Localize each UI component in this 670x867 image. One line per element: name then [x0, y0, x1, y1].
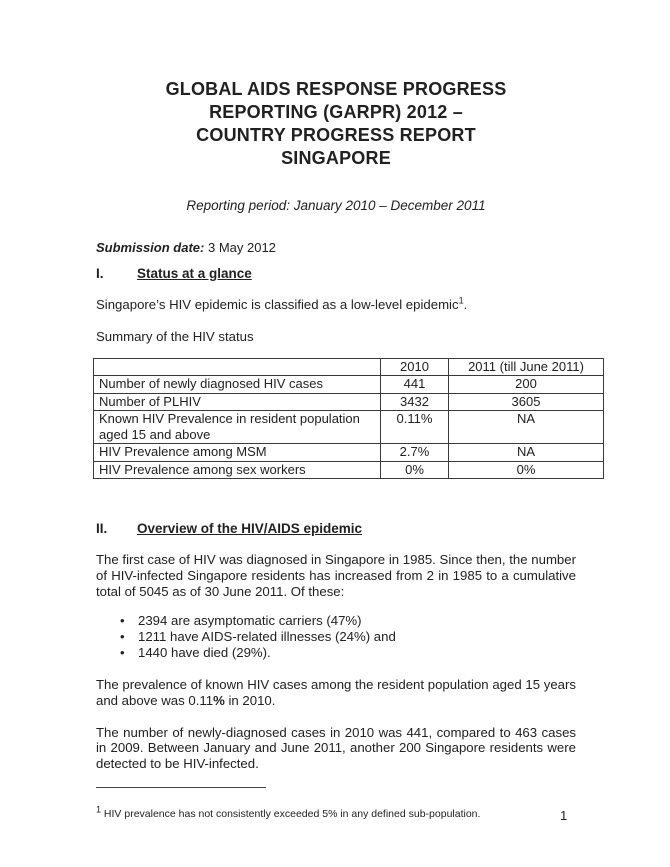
bullet-item: • 1440 have died (29%).: [138, 645, 576, 661]
row-value-2011: 200: [449, 376, 604, 394]
row-value-2010: 441: [381, 376, 449, 394]
table-row: [94, 393, 604, 411]
row-value-2011: NA: [449, 444, 604, 462]
row-value-2010: 3432: [381, 393, 449, 411]
statistics-bullet-list: [96, 613, 576, 661]
section-1-intro-text: Singapore’s HIV epidemic is classified as a low-level epidemic: [96, 297, 459, 312]
report-title-line-1: GLOBAL AIDS RESPONSE PROGRESS: [165, 79, 507, 99]
report-title-line-2: REPORTING (GARPR) 2012 –: [209, 102, 463, 122]
table-row: [94, 376, 604, 394]
submission-date-label: Submission date:: [96, 240, 205, 255]
table-row: [94, 444, 604, 462]
submission-date: [96, 240, 576, 255]
row-value-2010: 0%: [381, 461, 449, 479]
row-label: Known HIV Prevalence in resident population aged 15 and above: [94, 411, 381, 444]
row-value-2010: 0.11%: [381, 411, 449, 444]
section-2-paragraph-2: The prevalence of known HIV cases among the resident population aged 15 years and above was 0.11% in 2010.: [96, 677, 576, 708]
submission-date-value: 3 May 2012: [204, 240, 276, 255]
footnote-text: HIV prevalence has not consistently exceeded 5% in any defined sub-population.: [101, 807, 481, 820]
reporting-period: Reporting period: January 2010 – December 2011: [186, 198, 486, 213]
row-value-2011: 3605: [449, 393, 604, 411]
table-header-row: [94, 358, 604, 376]
row-value-2010: 2.7%: [381, 444, 449, 462]
table-row: [94, 411, 604, 444]
bullet-item: • 1211 have AIDS-related illnesses (24%) and: [138, 629, 576, 645]
row-label: HIV Prevalence among MSM: [94, 444, 381, 462]
section-2-paragraph-1: The first case of HIV was diagnosed in Singapore in 1985. Since then, the number of HIV-infected Singapore residents has increased from 2 in 1985 to a cumulative total of 5045 as of 30 June 2011. Of these:: [96, 552, 576, 599]
hiv-summary-table: [93, 358, 604, 480]
section-1-intro: Singapore’s HIV epidemic is classified as a low-level epidemic$^1$.: [96, 295, 468, 312]
report-title-line-3: COUNTRY PROGRESS REPORT: [196, 125, 476, 145]
section-2-number: II.: [96, 521, 108, 537]
header-cell-2011: 2011 (till June 2011): [449, 358, 604, 376]
section-2-heading: [96, 521, 576, 536]
row-label: Number of newly diagnosed HIV cases: [94, 376, 381, 394]
section-2-title: Overview of the HIV/AIDS epidemic: [137, 521, 363, 537]
section-1-number: I.: [96, 266, 104, 281]
report-title: [96, 78, 576, 170]
report-title-line-4: SINGAPORE: [281, 148, 391, 168]
summary-table-caption: Summary of the HIV status: [96, 328, 254, 344]
page-number: 1: [560, 808, 568, 823]
header-cell-blank: [94, 358, 381, 376]
table-row: [94, 461, 604, 479]
footnote: [96, 804, 576, 821]
document-content: [96, 0, 584, 821]
footnote-reference: 1: [458, 295, 464, 306]
row-label: HIV Prevalence among sex workers: [94, 461, 381, 479]
section-2-paragraph-3: The number of newly-diagnosed cases in 2010 was 441, compared to 463 cases in 2009. Between January and June 2011, another 200 Singapore residents were detected to be HIV-infected.: [96, 724, 576, 772]
footnote-divider: [96, 787, 266, 788]
bullet-item: • 2394 are asymptomatic carriers (47%): [138, 613, 576, 629]
section-1-heading: [96, 266, 576, 281]
row-value-2011: NA: [449, 411, 604, 444]
row-label: Number of PLHIV: [94, 393, 381, 411]
header-cell-2010: 2010: [381, 358, 449, 376]
section-1-title: Status at a glance: [137, 266, 252, 281]
footnote-number: 1: [96, 804, 102, 815]
row-value-2011: 0%: [449, 461, 604, 479]
